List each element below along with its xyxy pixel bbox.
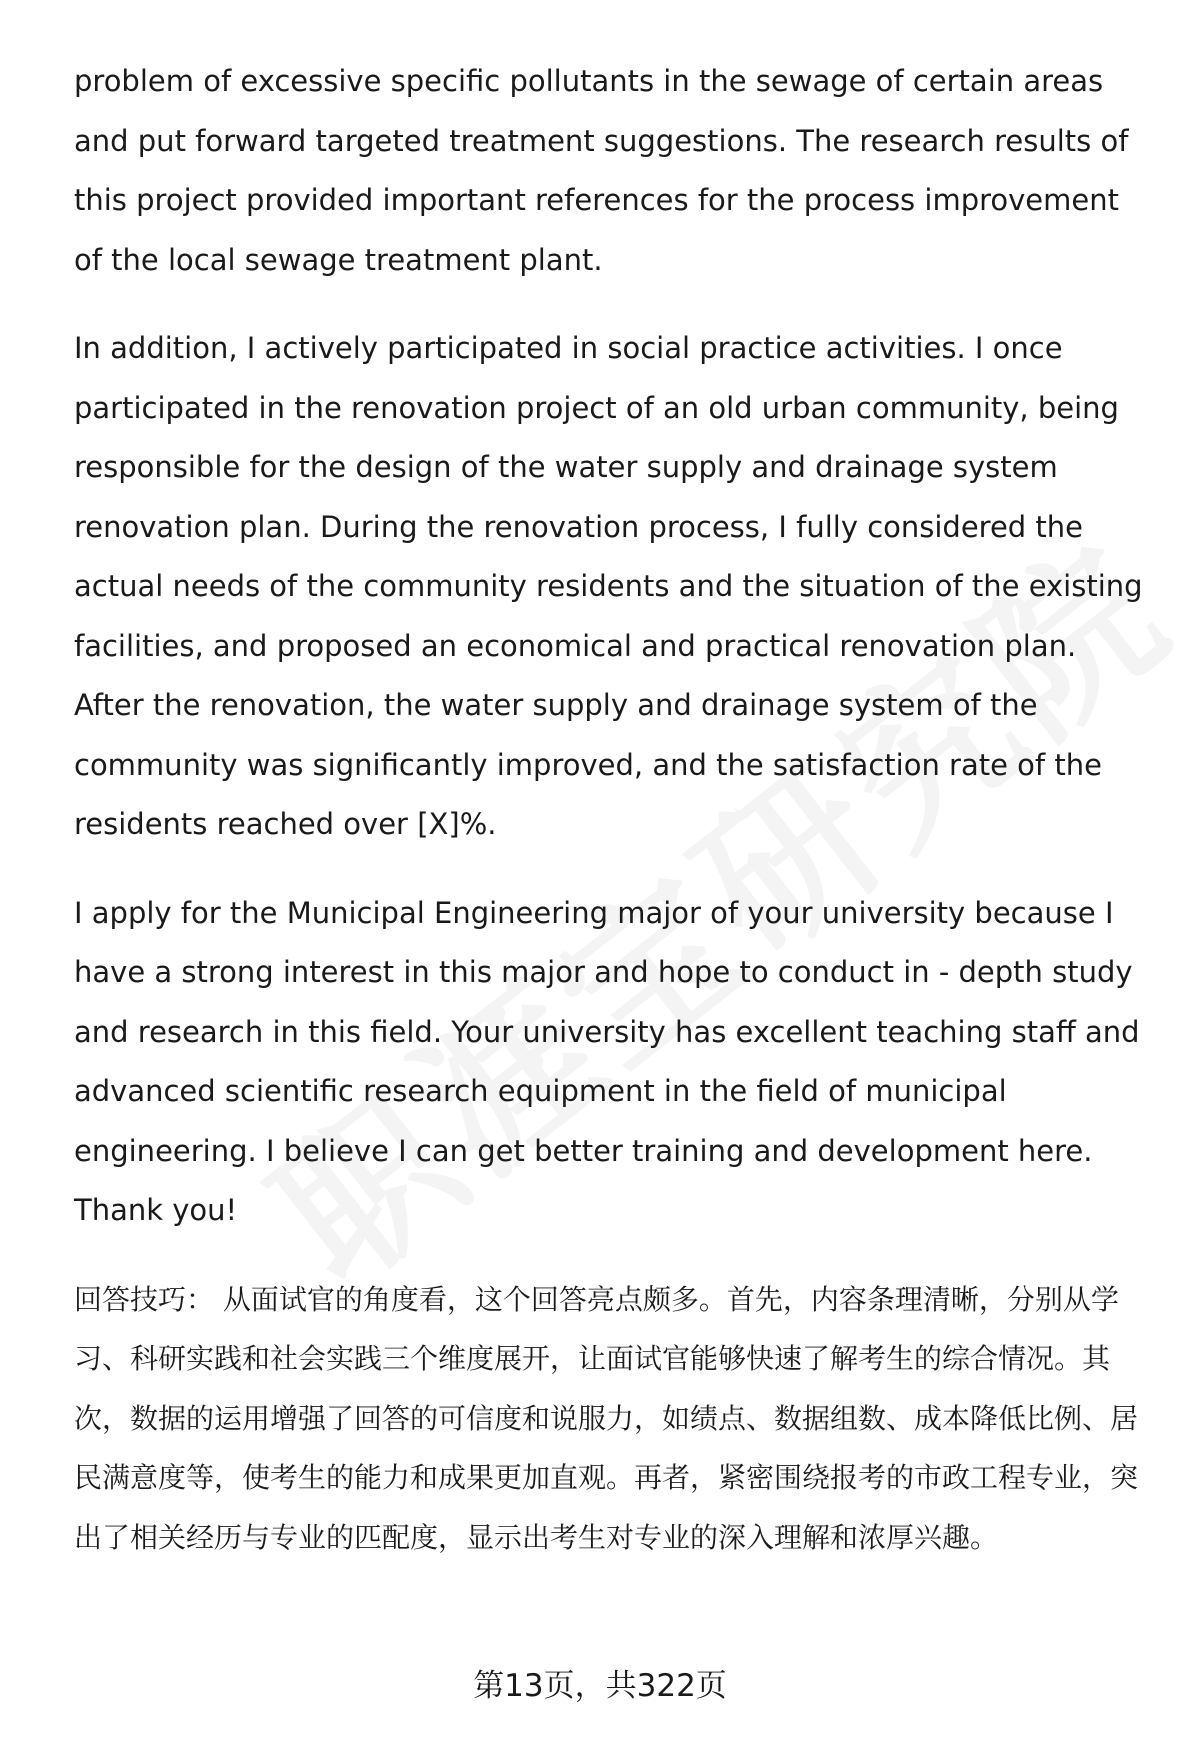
paragraph-social-practice: In addition, I actively participated in social practice activities. I once participated in the renovation project of an old urban community, being responsible for the design of the water supply and drainage system renovation plan. During the renovation process, I fully considered the actual needs of the community residents and the situation of the existing facilities, and proposed an economical and practical renovation plan. After the renovation, the water supply and drainage system of the community was significantly improved, and the satisfaction rate of the residents reached over [X]%. — [74, 331, 1143, 841]
paragraph-application-reason: I apply for the Municipal Engineering major of your university because I have a strong interest in this major and hope to conduct in - depth study and research in this field. Your university has excellent teaching staff and advanced scientific research equipment in the field of municipal engineering. I believe I can get better training and development here. Thank you! — [74, 895, 1140, 1227]
paragraph-research-results: problem of excessive specific pollutants in the sewage of certain areas and put forward targeted treatment suggestions. The research results of this project provided important references for the process improvement of the local sewage treatment plant. — [74, 64, 1129, 277]
page-number: 第13页，共322页 — [473, 1668, 727, 1704]
answer-tips: 回答技巧： 从面试官的角度看，这个回答亮点颇多。首先，内容条理清晰，分别从学习、科研实践和社会实践三个维度展开，让面试官能够快速了解考生的综合情况。其次，数据的运用增强了回答的可信度和说服力，如绩点、数据组数、成本降低比例、居民满意度等，使考生的能力和成果更加直观。再者，紧密围绕报考的市政工程专业，突出了相关经历与专业的匹配度，显示出考生对专业的深入理解和浓厚兴趣。 — [74, 1282, 1139, 1554]
document-body — [74, 52, 1154, 1595]
